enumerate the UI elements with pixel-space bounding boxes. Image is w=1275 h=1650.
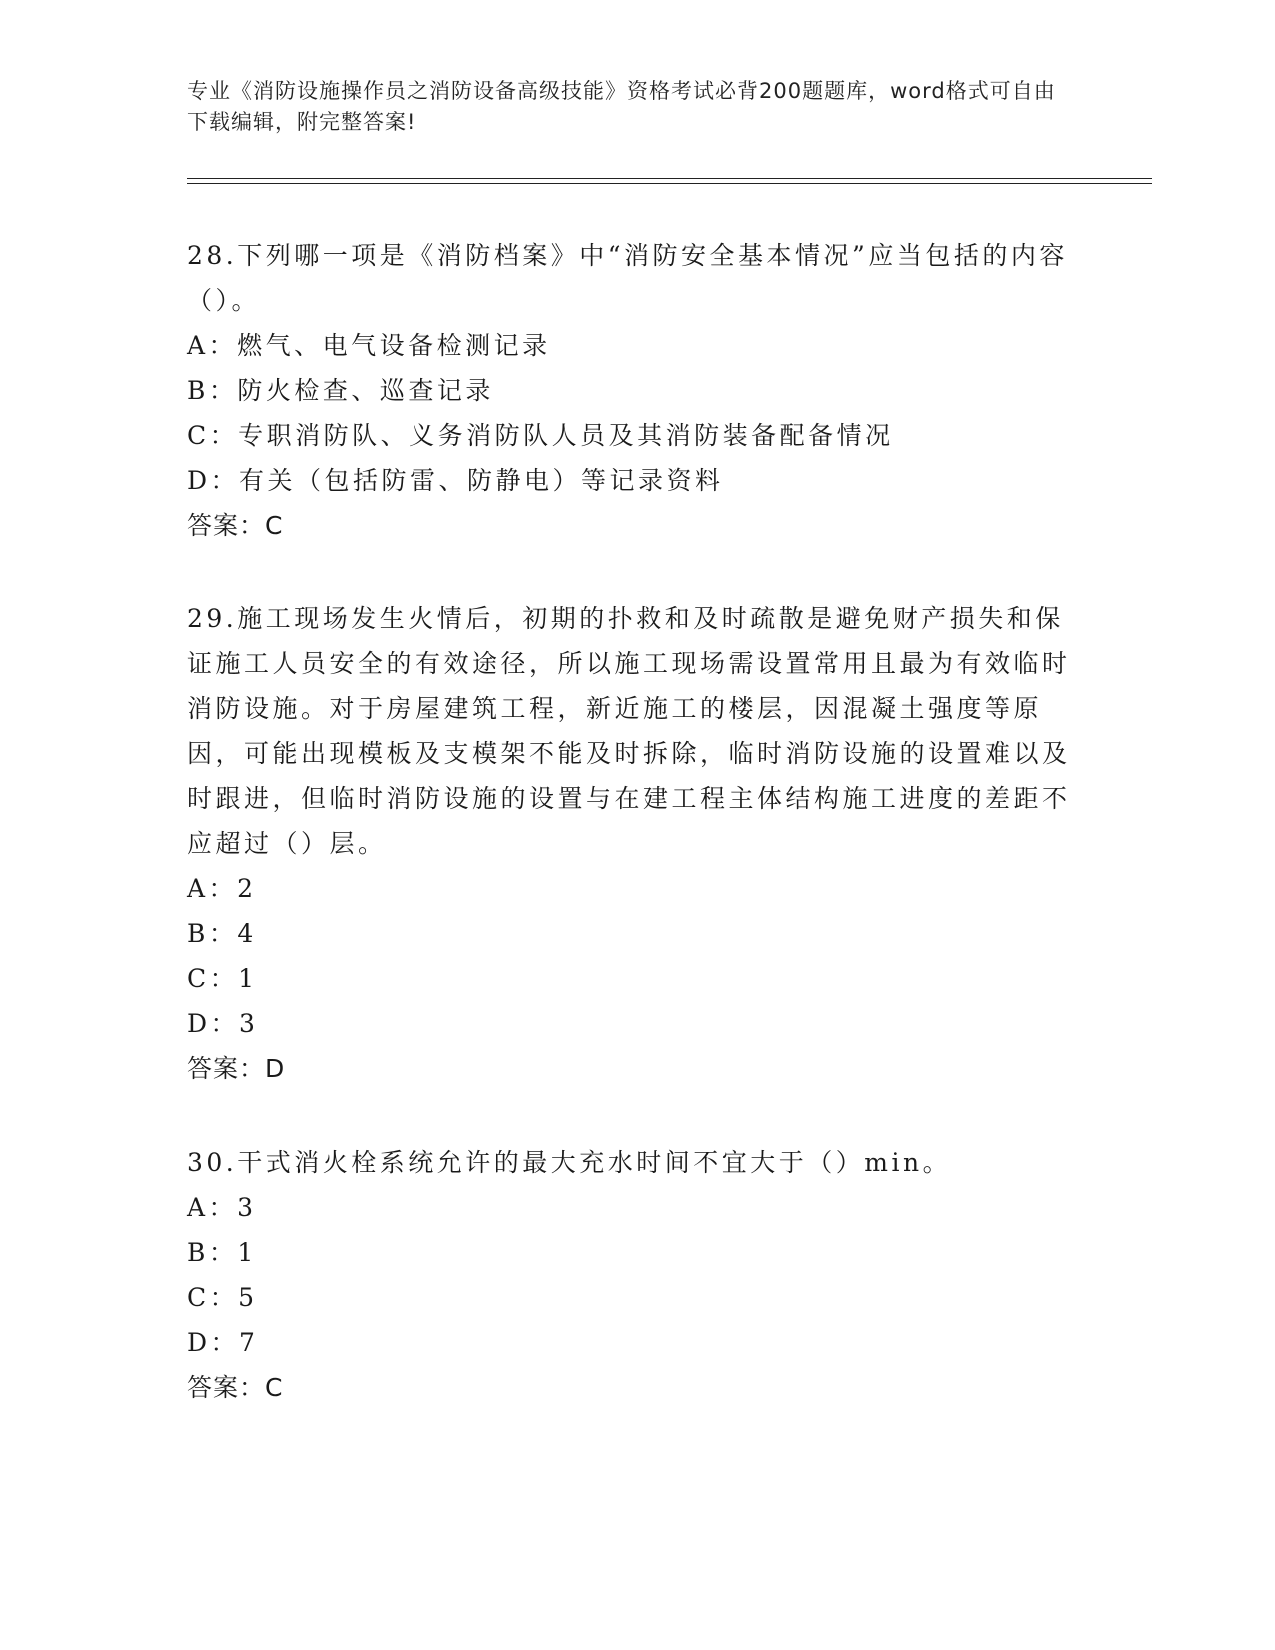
option-d: [187, 1320, 1087, 1365]
option-text: 有关（包括防雷、防静电）等记录资料: [239, 466, 724, 495]
option-c: [187, 413, 1087, 458]
header-divider-bottom: [187, 183, 1152, 184]
option-a: [187, 323, 1087, 368]
header-divider-top: [187, 178, 1152, 179]
option-text: 7: [239, 1328, 259, 1357]
answer-line: 答案：C: [187, 1373, 284, 1402]
option-b: [187, 1230, 1087, 1275]
option-text: 2: [237, 874, 257, 903]
option-c: [187, 956, 1087, 1001]
answer-line: 答案：D: [187, 1054, 286, 1083]
option-key: A：: [187, 874, 238, 903]
option-text: 1: [237, 1238, 257, 1267]
option-key: B：: [187, 1238, 238, 1267]
document-header: 专业《消防设施操作员之消防设备高级技能》资格考试必背200题题库，word格式可自由下载编辑，附完整答案!: [187, 79, 1056, 134]
question-stem: 28.下列哪一项是《消防档案》中“消防安全基本情况”应当包括的内容（）。: [187, 241, 1068, 315]
option-text: 3: [237, 1193, 257, 1222]
option-a: [187, 1185, 1087, 1230]
option-text: 3: [239, 1009, 259, 1038]
option-d: [187, 1001, 1087, 1046]
option-key: D：: [187, 466, 240, 495]
option-key: A：: [187, 331, 238, 360]
option-key: B：: [187, 919, 238, 948]
option-text: 燃气、电气设备检测记录: [237, 331, 551, 360]
option-key: A：: [187, 1193, 238, 1222]
question-stem: 30.干式消火栓系统允许的最大充水时间不宜大于（）min。: [187, 1148, 952, 1177]
option-text: 1: [238, 964, 258, 993]
option-c: [187, 1275, 1087, 1320]
option-b: [187, 911, 1087, 956]
option-text: 5: [238, 1283, 258, 1312]
option-text: 防火检查、巡查记录: [237, 376, 494, 405]
question-28: [187, 233, 1087, 548]
option-text: 专职消防队、义务消防队人员及其消防装备配备情况: [238, 421, 894, 450]
answer-line: 答案：C: [187, 511, 284, 540]
option-a: [187, 866, 1087, 911]
option-key: C：: [187, 964, 239, 993]
option-b: [187, 368, 1087, 413]
option-key: D：: [187, 1328, 240, 1357]
question-30: [187, 1140, 1087, 1410]
question-29: [187, 596, 1087, 1091]
option-d: [187, 458, 1087, 503]
option-key: D：: [187, 1009, 240, 1038]
option-key: B：: [187, 376, 238, 405]
option-text: 4: [237, 919, 257, 948]
option-key: C：: [187, 421, 239, 450]
question-stem: 29.施工现场发生火情后，初期的扑救和及时疏散是避免财产损失和保证施工人员安全的有效途径，所以施工现场需设置常用且最为有效临时消防设施。对于房屋建筑工程，新近施工的楼层，因混凝土强度等原因，可能出现模板及支模架不能及时拆除，临时消防设施的设置难以及时跟进，但临时消防设施的设置与在建工程主体结构施工进度的差距不应超过（）层。: [187, 604, 1071, 858]
option-key: C：: [187, 1283, 239, 1312]
